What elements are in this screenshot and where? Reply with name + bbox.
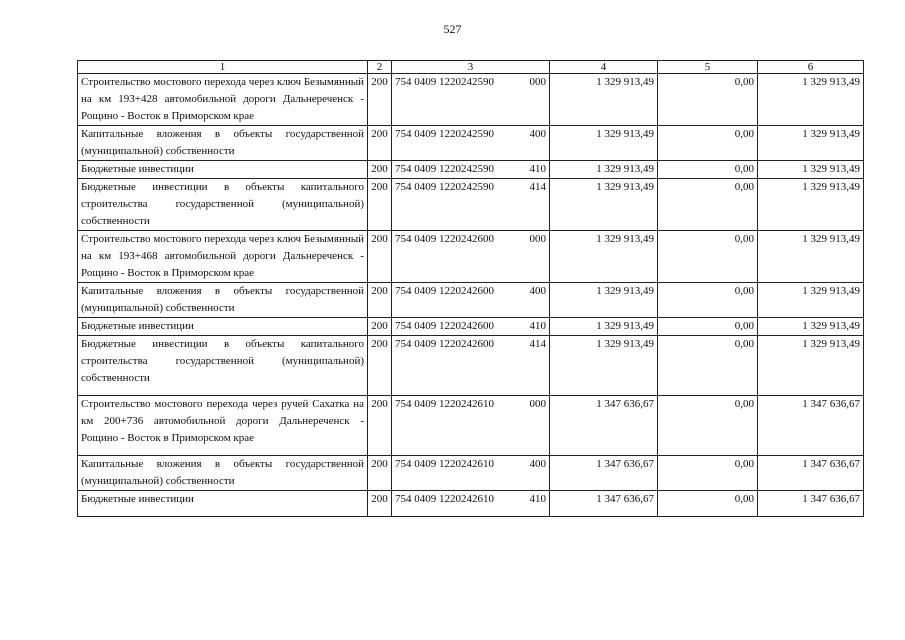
row-name: Строительство мостового перехода через ручей Сахатка на км 200+736 автомобильной дороги Дальнереченск - Рощино - Восток в Приморском крае: [78, 396, 368, 456]
row-code: 754 0409 1220242600: [395, 320, 494, 332]
row-value-6: 1 347 636,67: [758, 491, 864, 517]
row-vr: 400: [529, 458, 546, 470]
row-name: Бюджетные инвестиции в объекты капитального строительства государственной (муниципальной) собственности: [78, 336, 368, 396]
row-rzn: 200: [368, 456, 392, 491]
table-row: [78, 74, 864, 126]
row-code: 754 0409 1220242590: [395, 163, 494, 175]
row-rzn: 200: [368, 396, 392, 456]
row-value-4: 1 347 636,67: [550, 456, 658, 491]
row-rzn: 200: [368, 318, 392, 336]
row-value-6: 1 347 636,67: [758, 396, 864, 456]
row-vr: 400: [529, 128, 546, 140]
row-value-4: 1 329 913,49: [550, 161, 658, 179]
row-value-5: 0,00: [658, 456, 758, 491]
row-name: Капитальные вложения в объекты государственной (муниципальной) собственности: [78, 126, 368, 161]
row-value-4: 1 329 913,49: [550, 126, 658, 161]
row-value-6: 1 329 913,49: [758, 336, 864, 396]
row-value-4: 1 347 636,67: [550, 491, 658, 517]
row-vr: 000: [529, 76, 546, 88]
table-row: [78, 491, 864, 517]
row-value-5: 0,00: [658, 126, 758, 161]
row-name: Бюджетные инвестиции в объекты капитального строительства государственной (муниципальной) собственности: [78, 179, 368, 231]
row-name: Бюджетные инвестиции: [78, 161, 368, 179]
row-vr: 000: [529, 233, 546, 245]
table-row: [78, 456, 864, 491]
row-value-6: 1 347 636,67: [758, 456, 864, 491]
row-value-4: 1 329 913,49: [550, 318, 658, 336]
row-value-5: 0,00: [658, 396, 758, 456]
row-rzn: 200: [368, 126, 392, 161]
page-number: 527: [443, 22, 462, 36]
table-row: [78, 396, 864, 456]
row-name: Строительство мостового перехода через ключ Безымянный на км 193+468 автомобильной дороги Дальнереченск - Рощино - Восток в Приморском крае: [78, 231, 368, 283]
row-value-6: 1 329 913,49: [758, 126, 864, 161]
row-value-6: 1 329 913,49: [758, 318, 864, 336]
table-row: [78, 318, 864, 336]
row-value-5: 0,00: [658, 179, 758, 231]
row-vr: 414: [529, 338, 546, 350]
row-value-5: 0,00: [658, 283, 758, 318]
column-header-6: 6: [758, 61, 864, 74]
column-header-5: 5: [658, 61, 758, 74]
row-value-4: 1 329 913,49: [550, 74, 658, 126]
budget-table: [77, 60, 864, 517]
table-header-row: [78, 61, 864, 74]
row-value-6: 1 329 913,49: [758, 179, 864, 231]
row-code: 754 0409 1220242610: [395, 398, 494, 410]
row-value-5: 0,00: [658, 231, 758, 283]
row-vr: 410: [529, 163, 546, 175]
row-value-5: 0,00: [658, 336, 758, 396]
row-rzn: 200: [368, 336, 392, 396]
column-header-1: 1: [78, 61, 368, 74]
row-value-5: 0,00: [658, 161, 758, 179]
row-value-4: 1 347 636,67: [550, 396, 658, 456]
row-vr: 000: [529, 398, 546, 410]
row-name: Бюджетные инвестиции: [78, 318, 368, 336]
row-code: 754 0409 1220242610: [395, 493, 494, 505]
row-code: 754 0409 1220242600: [395, 233, 494, 245]
row-value-4: 1 329 913,49: [550, 283, 658, 318]
row-value-4: 1 329 913,49: [550, 179, 658, 231]
table-row: [78, 179, 864, 231]
row-value-6: 1 329 913,49: [758, 74, 864, 126]
column-header-2: 2: [368, 61, 392, 74]
row-code: 754 0409 1220242590: [395, 181, 494, 193]
table-row: [78, 161, 864, 179]
row-value-4: 1 329 913,49: [550, 336, 658, 396]
row-code: 754 0409 1220242600: [395, 338, 494, 350]
row-value-6: 1 329 913,49: [758, 231, 864, 283]
row-value-5: 0,00: [658, 318, 758, 336]
row-vr: 400: [529, 285, 546, 297]
row-code: 754 0409 1220242610: [395, 458, 494, 470]
row-vr: 414: [529, 181, 546, 193]
row-rzn: 200: [368, 161, 392, 179]
row-name: Капитальные вложения в объекты государственной (муниципальной) собственности: [78, 283, 368, 318]
row-rzn: 200: [368, 491, 392, 517]
table-row: [78, 283, 864, 318]
row-value-5: 0,00: [658, 491, 758, 517]
row-value-6: 1 329 913,49: [758, 161, 864, 179]
row-name: Бюджетные инвестиции: [78, 491, 368, 517]
column-header-4: 4: [550, 61, 658, 74]
row-value-6: 1 329 913,49: [758, 283, 864, 318]
row-rzn: 200: [368, 74, 392, 126]
row-rzn: 200: [368, 179, 392, 231]
table-row: [78, 126, 864, 161]
table-row: [78, 336, 864, 396]
row-code: 754 0409 1220242600: [395, 285, 494, 297]
row-code: 754 0409 1220242590: [395, 128, 494, 140]
row-code: 754 0409 1220242590: [395, 76, 494, 88]
row-rzn: 200: [368, 283, 392, 318]
row-rzn: 200: [368, 231, 392, 283]
row-vr: 410: [529, 320, 546, 332]
row-vr: 410: [529, 493, 546, 505]
row-value-5: 0,00: [658, 74, 758, 126]
row-name: Строительство мостового перехода через ключ Безымянный на км 193+428 автомобильной дороги Дальнереченск - Рощино - Восток в Приморском крае: [78, 74, 368, 126]
row-value-4: 1 329 913,49: [550, 231, 658, 283]
table-row: [78, 231, 864, 283]
row-name: Капитальные вложения в объекты государственной (муниципальной) собственности: [78, 456, 368, 491]
column-header-3: 3: [392, 61, 550, 74]
